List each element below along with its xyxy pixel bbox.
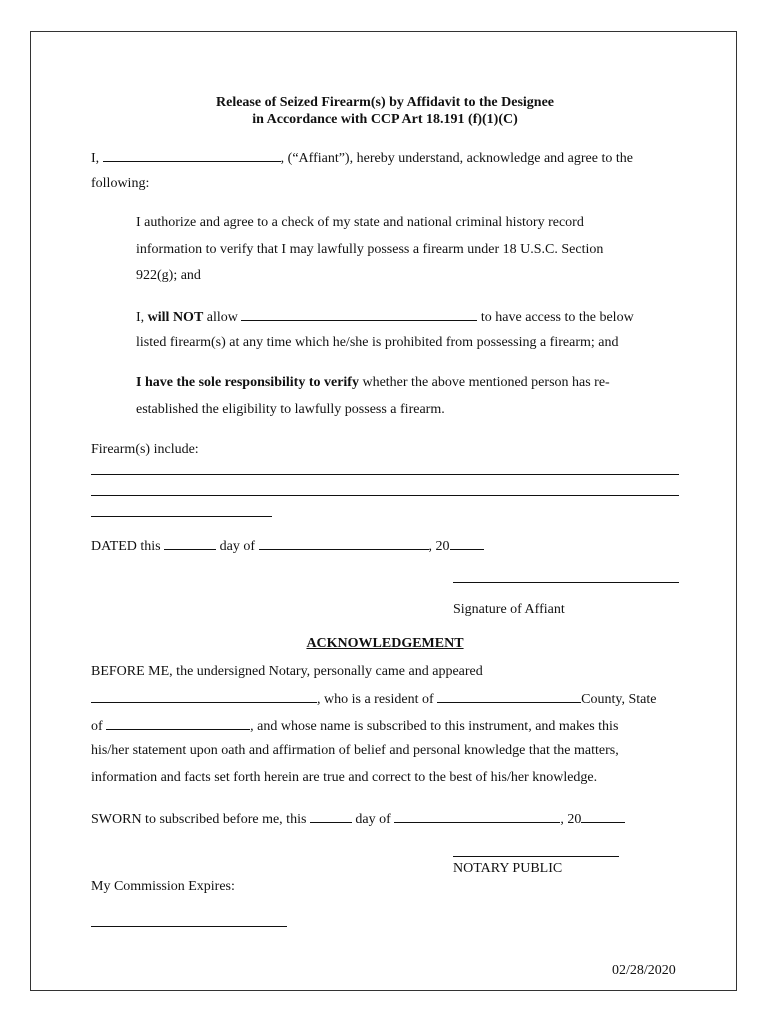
dated-year-field[interactable] [450, 537, 484, 550]
ack-county-state: County, State [581, 692, 657, 707]
clause2-bold: will NOT [147, 310, 204, 325]
intro-suffix: , (“Affiant”), hereby understand, acknowledge and agree to the [280, 151, 633, 166]
clause2-suffix: to have access to the below [480, 310, 634, 325]
dated-day-of: day of [219, 539, 256, 554]
clause1-line2: information to verify that I may lawfully possess a firearm under 18 U.S.C. Section [136, 242, 604, 257]
document-title-line2: in Accordance with CCP Art 18.191 (f)(1)(C) [252, 112, 518, 127]
intro-line2: following: [91, 176, 150, 191]
ack-resident: , who is a resident of [317, 692, 434, 707]
sworn-month-field[interactable] [394, 810, 560, 823]
signature-label: Signature of Affiant [453, 602, 565, 617]
ack-line1: BEFORE ME, the undersigned Notary, personally came and appeared [91, 664, 483, 679]
clause2-prefix: I, [136, 310, 145, 325]
ack-line3 [91, 717, 618, 735]
footer-date: 02/28/2020 [612, 963, 676, 978]
sworn-prefix: SWORN to subscribed before me, this [91, 812, 307, 827]
notary-signature-line[interactable] [453, 856, 619, 857]
firearms-label: Firearm(s) include: [91, 442, 199, 457]
sworn-day-field[interactable] [310, 810, 352, 823]
firearms-line-1[interactable] [91, 474, 679, 475]
document-page-border [30, 31, 737, 991]
clause3-rest: whether the above mentioned person has re- [362, 375, 610, 390]
ack-line4: his/her statement upon oath and affirmation of belief and personal knowledge that the matters, [91, 743, 619, 758]
state-field[interactable] [106, 717, 250, 730]
commission-label: My Commission Expires: [91, 879, 235, 894]
affiant-signature-line[interactable] [453, 582, 679, 583]
sworn-day-of: day of [355, 812, 391, 827]
acknowledgement-heading: ACKNOWLEDGEMENT [306, 636, 464, 651]
clause1-line1: I authorize and agree to a check of my state and national criminal history record [136, 215, 584, 230]
affiant-name-field[interactable] [103, 149, 281, 162]
document-title-line1: Release of Seized Firearm(s) by Affidavit to the Designee [216, 95, 554, 110]
ack-subscribed: , and whose name is subscribed to this instrument, and makes this [250, 719, 619, 734]
dated-month-field[interactable] [259, 537, 429, 550]
ack-of: of [91, 719, 103, 734]
appearer-name-field[interactable] [91, 690, 317, 703]
county-field[interactable] [437, 690, 581, 703]
dated-prefix: DATED this [91, 539, 161, 554]
ack-line2 [91, 690, 656, 708]
firearms-line-2[interactable] [91, 495, 679, 496]
clause1-line3: 922(g); and [136, 268, 201, 283]
notary-label: NOTARY PUBLIC [453, 861, 563, 876]
clause2-allow: allow [206, 310, 238, 325]
clause3-line1 [136, 375, 610, 391]
dated-day-field[interactable] [164, 537, 216, 550]
sworn-year-field[interactable] [581, 810, 625, 823]
sworn-line [91, 810, 625, 828]
clause2-line1 [136, 308, 634, 326]
intro-line [91, 149, 633, 167]
firearms-line-3[interactable] [91, 516, 272, 517]
sworn-year-prefix: , 20 [560, 812, 582, 827]
clause2-line2: listed firearm(s) at any time which he/she is prohibited from possessing a firearm; and [136, 335, 619, 350]
dated-line [91, 537, 484, 555]
clause3-bold: I have the sole responsibility to verify [136, 375, 359, 390]
intro-prefix: I, [91, 151, 100, 166]
designee-name-field[interactable] [241, 308, 477, 321]
ack-line5: information and facts set forth herein are true and correct to the best of his/her knowledge. [91, 770, 598, 785]
commission-expiry-line[interactable] [91, 926, 287, 927]
clause3-line2: established the eligibility to lawfully possess a firearm. [136, 402, 445, 417]
dated-year-prefix: , 20 [428, 539, 450, 554]
